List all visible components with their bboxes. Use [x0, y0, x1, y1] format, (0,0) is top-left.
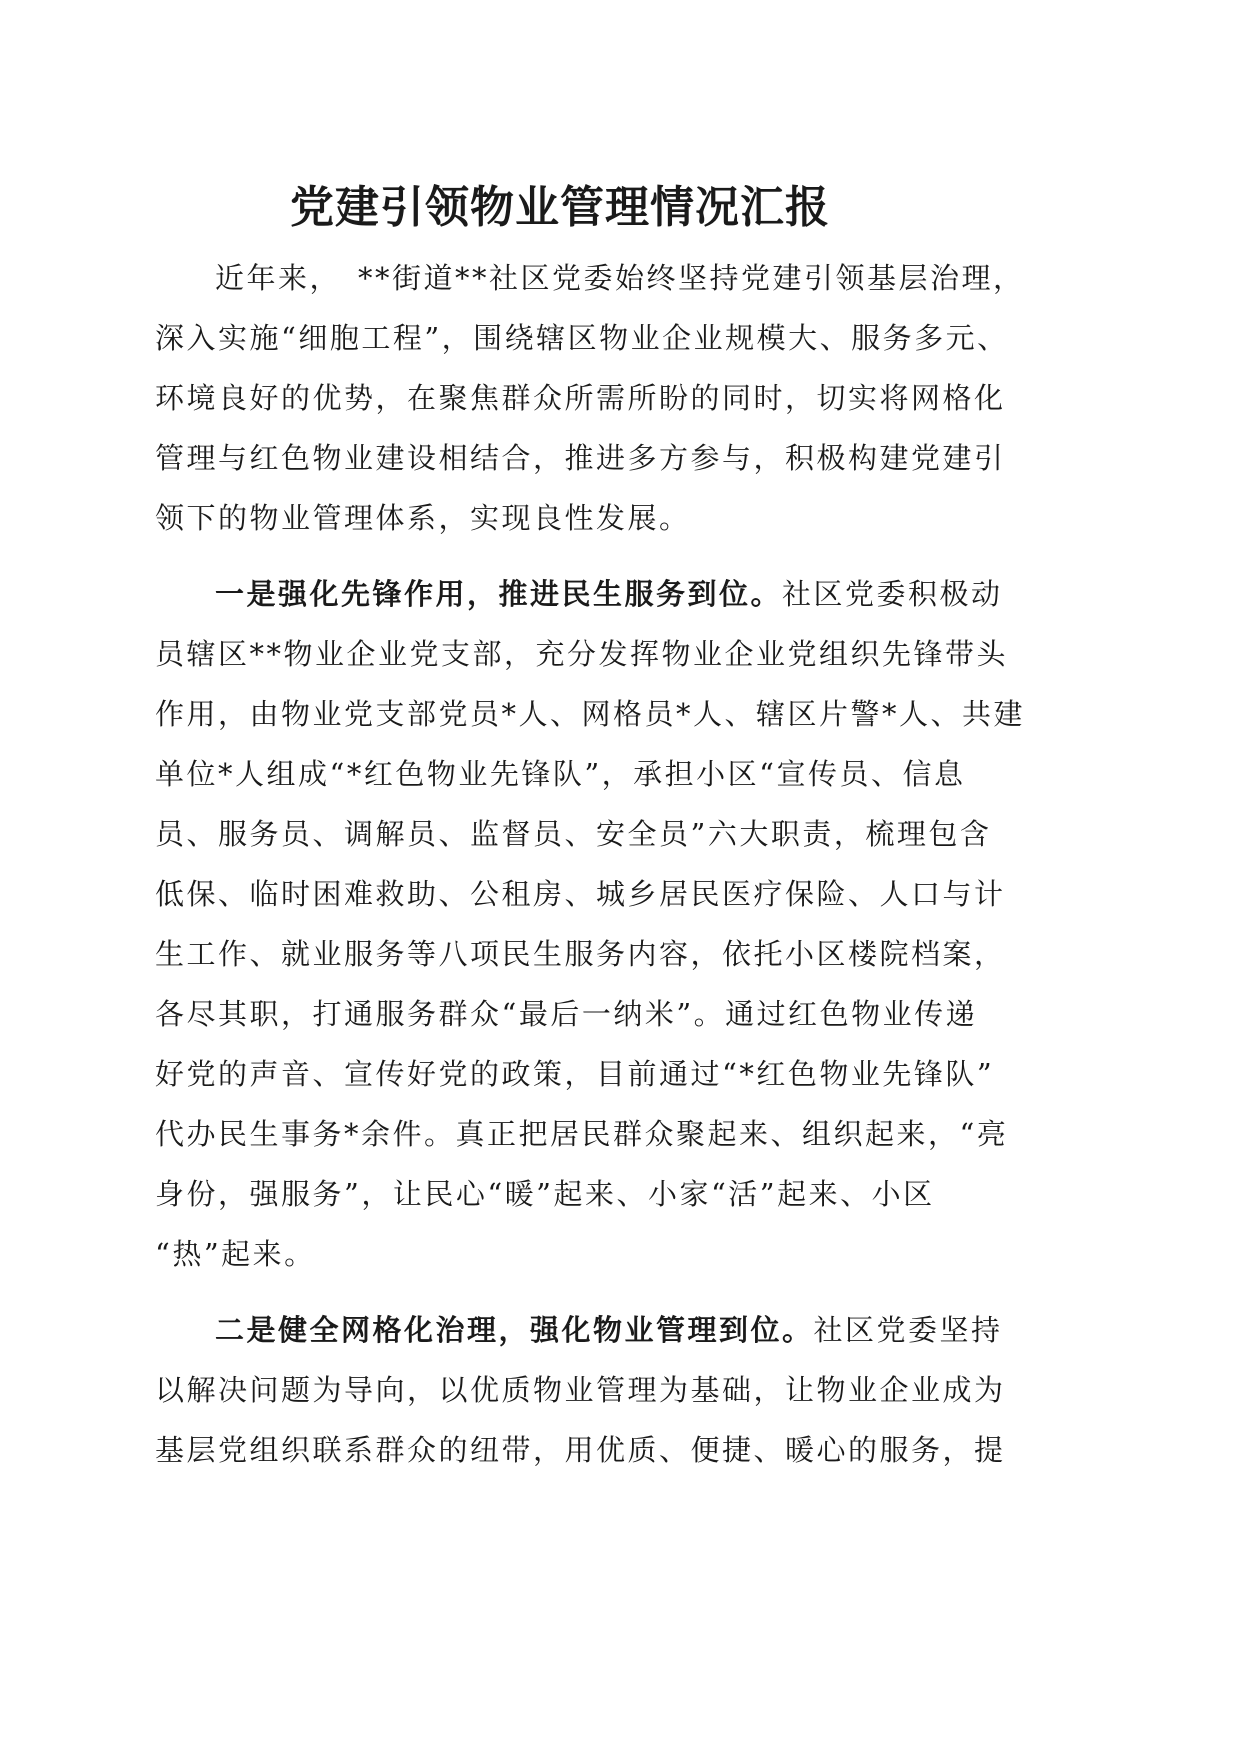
text-line: 代办民生事务*余件。真正把居民群众聚起来、组织起来，“亮 — [155, 1117, 1009, 1151]
document-body — [155, 248, 1085, 1480]
text-line: 员、服务员、调解员、监督员、安全员”六大职责，梳理包含 — [155, 817, 992, 851]
section-1-heading: 一是强化先锋作用，推进民生服务到位。 — [215, 577, 783, 611]
text-line: 单位*人组成“*红色物业先锋队”，承担小区“宣传员、信息 — [155, 757, 966, 791]
text-line: 管理与红色物业建设相结合，推进多方参与，积极构建党建引 — [155, 441, 1006, 475]
text-line: 作用，由物业党支部党员*人、网格员*人、辖区片警*人、共建 — [155, 697, 1026, 731]
document-title: 党建引领物业管理情况汇报 — [290, 182, 830, 233]
section-1-first-line — [155, 564, 1085, 624]
text-line: 深入实施“细胞工程”，围绕辖区物业企业规模大、服务多元、 — [155, 321, 1009, 355]
text-line: 低保、临时困难救助、公租房、城乡居民医疗保险、人口与计 — [155, 877, 1006, 911]
intro-paragraph — [155, 248, 1085, 548]
section-2-first-line-text: 社区党委坚持 — [813, 1313, 1003, 1347]
section-2-first-line — [155, 1300, 1085, 1360]
section-2-heading: 二是健全网格化治理，强化物业管理到位。 — [215, 1313, 814, 1347]
text-line: 基层党组织联系群众的纽带，用优质、便捷、暖心的服务，提 — [155, 1433, 1006, 1467]
text-line: 生工作、就业服务等八项民生服务内容，依托小区楼院档案， — [155, 937, 1006, 971]
text-line: 环境良好的优势，在聚焦群众所需所盼的同时，切实将网格化 — [155, 381, 1006, 415]
text-line: 领下的物业管理体系，实现良性发展。 — [155, 501, 691, 535]
text-line: 近年来， **街道**社区党委始终坚持党建引领基层治理， — [215, 261, 1025, 295]
section-1-first-line-text: 社区党委积极动 — [782, 577, 1003, 611]
text-line: 身份，强服务”，让民心“暖”起来、小家“活”起来、小区 — [155, 1177, 935, 1211]
text-line: “热”起来。 — [155, 1237, 316, 1271]
text-line: 好党的声音、宣传好党的政策，目前通过“*红色物业先锋队” — [155, 1057, 995, 1091]
section-2-paragraph — [155, 1300, 1085, 1480]
text-line: 以解决问题为导向，以优质物业管理为基础，让物业企业成为 — [155, 1373, 1006, 1407]
section-1-paragraph — [155, 564, 1085, 1284]
text-line: 各尽其职，打通服务群众“最后一纳米”。通过红色物业传递 — [155, 997, 978, 1031]
text-line: 员辖区**物业企业党支部，充分发挥物业企业党组织先锋带头 — [155, 637, 1009, 671]
